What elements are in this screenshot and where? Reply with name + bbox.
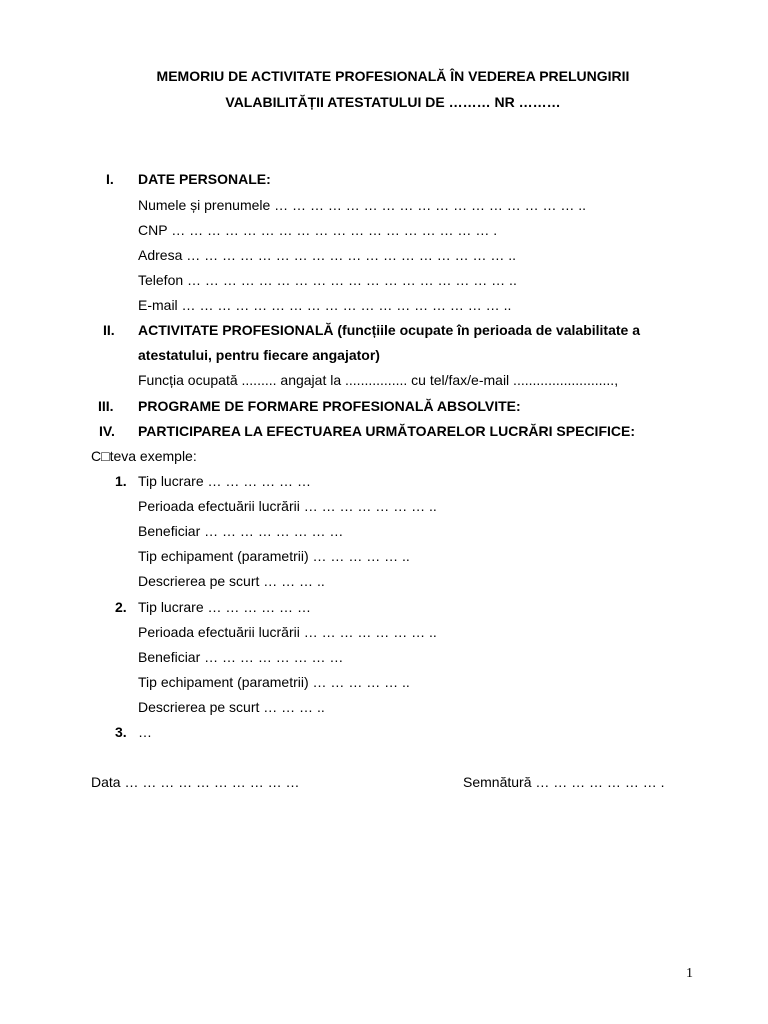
section-2-numeral: II. bbox=[103, 322, 115, 338]
section-4-heading: PARTICIPAREA LA EFECTUAREA URMĂTOARELOR LUCRĂRI SPECIFICE: bbox=[138, 423, 635, 439]
example-2-description: Descrierea pe scurt … … … .. bbox=[138, 699, 325, 715]
example-3-text: … bbox=[138, 724, 152, 740]
example-1-equipment: Tip echipament (parametrii) … … … … … .. bbox=[138, 548, 410, 564]
example-1-period: Perioada efectuării lucrării … … … … … … … .. bbox=[138, 498, 437, 514]
example-2-number: 2. bbox=[115, 599, 127, 615]
example-2-work-type: Tip lucrare … … … … … … bbox=[138, 599, 311, 615]
document-title-line2: VALABILITĂȚII ATESTATULUI DE ……… NR ……… bbox=[225, 94, 561, 110]
section-3-heading: PROGRAME DE FORMARE PROFESIONALĂ ABSOLVITE: bbox=[138, 398, 521, 414]
example-2-beneficiary: Beneficiar … … … … … … … … bbox=[138, 649, 344, 665]
section-2-heading-main: ACTIVITATE PROFESIONALĂ bbox=[138, 322, 334, 338]
field-email: E-mail … … … … … … … … … … … … … … … … … … .. bbox=[138, 297, 512, 313]
field-job-employer: Funcția ocupată ......... angajat la ................ cu tel/fax/e-mail .........................., bbox=[138, 372, 619, 388]
section-1-numeral: I. bbox=[106, 171, 114, 187]
example-1-description: Descrierea pe scurt … … … .. bbox=[138, 573, 325, 589]
document-title-line1: MEMORIU DE ACTIVITATE PROFESIONALĂ ÎN VEDEREA PRELUNGIRII bbox=[156, 68, 630, 84]
section-2-heading-line1 bbox=[138, 322, 640, 338]
signature-field: Semnătură … … … … … … … . bbox=[463, 774, 665, 790]
field-cnp: CNP … … … … … … … … … … … … … … … … … … . bbox=[138, 222, 498, 238]
section-3-numeral: III. bbox=[98, 398, 114, 414]
field-address: Adresa … … … … … … … … … … … … … … … … … … .. bbox=[138, 247, 517, 263]
section-2-heading-line2: atestatului, pentru fiecare angajator) bbox=[138, 347, 380, 363]
example-1-number: 1. bbox=[115, 473, 127, 489]
example-2-equipment: Tip echipament (parametrii) … … … … … .. bbox=[138, 674, 410, 690]
section-2-heading-note: (funcțiile ocupate în perioada de valabilitate a bbox=[333, 322, 641, 338]
example-2-period: Perioada efectuării lucrării … … … … … … … .. bbox=[138, 624, 437, 640]
field-name: Numele și prenumele … … … … … … … … … … … … … … … … … .. bbox=[138, 197, 587, 213]
example-3-number: 3. bbox=[115, 724, 127, 740]
page-number: 1 bbox=[686, 966, 693, 981]
field-phone: Telefon … … … … … … … … … … … … … … … … … … .. bbox=[138, 272, 517, 288]
section-1-heading: DATE PERSONALE: bbox=[138, 171, 271, 187]
section-4-numeral: IV. bbox=[99, 423, 115, 439]
examples-intro: C□teva exemple: bbox=[91, 448, 197, 464]
date-field: Data … … … … … … … … … … bbox=[91, 774, 300, 790]
example-1-work-type: Tip lucrare … … … … … … bbox=[138, 473, 311, 489]
example-1-beneficiary: Beneficiar … … … … … … … … bbox=[138, 523, 344, 539]
